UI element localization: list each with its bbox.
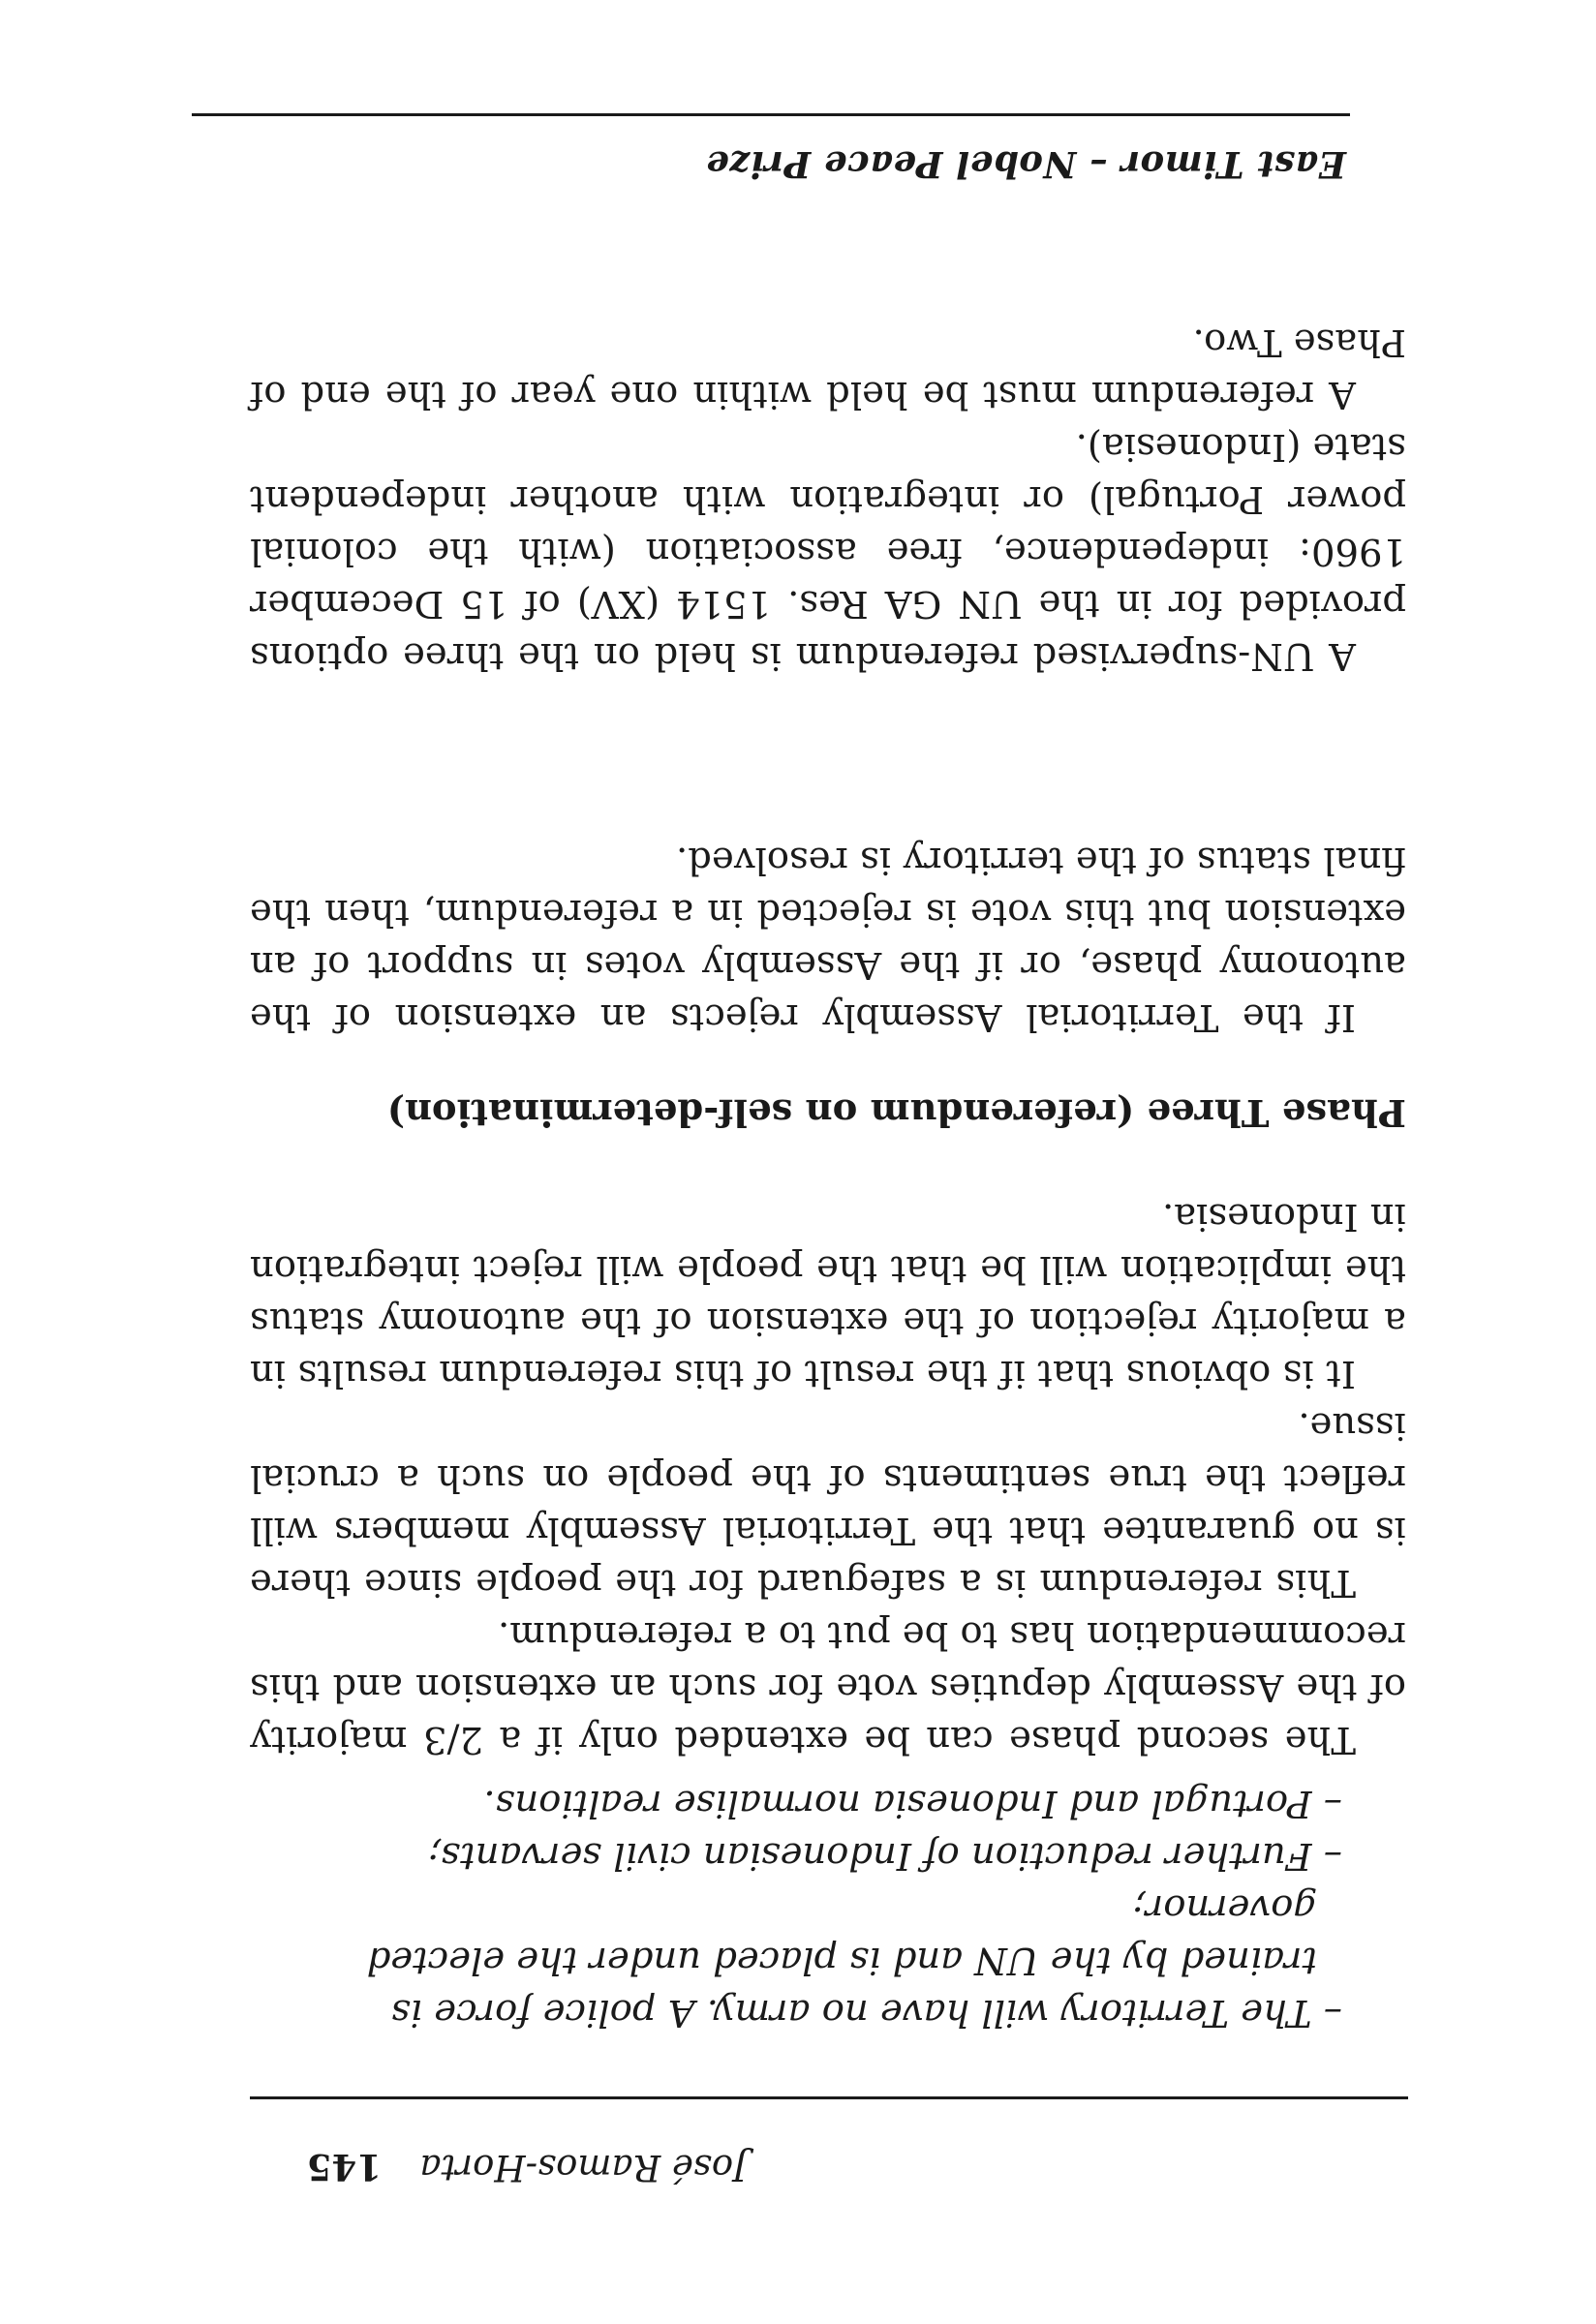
list-item: – Further reduction of Indonesian civil servants; [428,1834,1342,1878]
paragraph-un-referendum-options: A UN-supervised referendum is held on the three options provided for in the UN GA Res. 1514 (XV) of 15 December 1960: independence, free association (with the colonial power Portugal) or integration with another independent state (Indonesia). [250,425,1406,678]
section-heading: Phase Three (referendum on self-determination) [386,1090,1406,1134]
paragraph-assembly-rejection: If the Territorial Assembly rejects an extension of the autonomy phase, or if the Assembly votes in support of an extension but this vote is rejected in a referendum, then the final status of the territory is resolved. [250,839,1406,1039]
list-item: – The Territory will have no army. A police force is trained by the UN and is placed under the elected governor; [366,1886,1342,2034]
paragraph-obvious-result: It is obvious that if the result of this referendum results in a majority rejection of the extension of the autonomy status the implication will be that the people will reject integration in Indonesia. [250,1195,1406,1395]
list [250,1777,1406,2038]
upper-column [250,834,1406,2038]
book-title: East Timor – Nobel Peace Prize [705,143,1346,186]
list-item: – Portugal and Indonesia normalise realtions. [483,1782,1342,1825]
paragraph-safeguard: This referendum is a safeguard for the people since there is no guarantee that the Territorial Assembly members will reflect the true sentiments of the people on such a crucial issue. [250,1404,1406,1605]
paragraph-referendum-deadline: A referendum must be held within one year of the end of Phase Two. [250,321,1406,416]
paragraph-second-phase-extension: The second phase can be extended only if a 2/3 majority of the Assembly deputies vote for such an extension and this recommendation has to be put to a referendum. [250,1613,1406,1761]
running-head-author: José Ramos-Horta [419,2147,748,2188]
page-number: 145 [306,2146,382,2188]
